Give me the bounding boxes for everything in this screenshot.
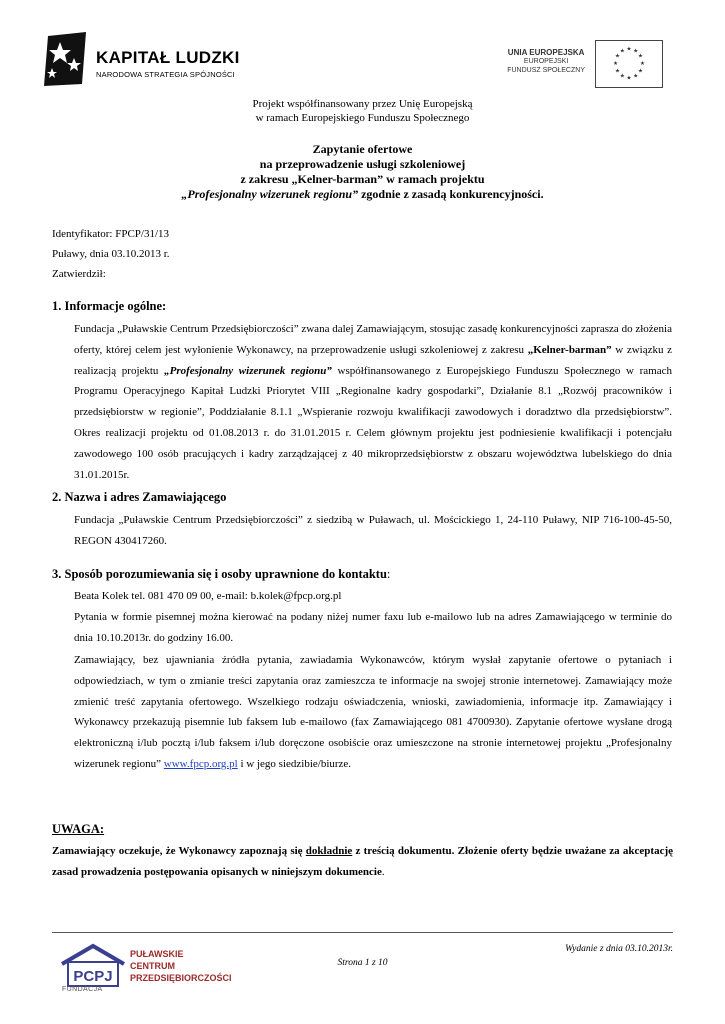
uwaga-text-2: z treścią dokumentu. Złożenie oferty będzie uważane za akceptację zasad prowadzenia postępowania opisanych w niniejszym dokumencie [52,845,673,878]
section-3-text-rest: i w jego siedzibie/biurze. [237,757,352,770]
section-3-heading-colon: : [386,567,391,581]
svg-text:★: ★ [619,48,625,55]
title-project-name: „Profesjonalny wizerunek regionu” [181,187,359,201]
eu-logo [488,38,663,94]
svg-text:★: ★ [637,68,644,75]
eu-flag-icon [595,40,663,88]
svg-text:★: ★ [633,73,639,80]
kapital-ludzki-subtitle: NARODOWA STRATEGIA SPÓJNOŚCI [96,70,235,79]
fpcp-logo [60,942,260,998]
identifier: Identyfikator: FPCP/31/13 [52,228,170,240]
footer-divider [52,932,673,933]
svg-text:★: ★ [626,75,632,82]
cofinancing-note [0,97,725,125]
uwaga-text-1: Zamawiający oczekuje, że Wykonawcy zapoznają się [52,845,306,857]
page-number: Strona 1 z 10 [337,958,388,968]
title-line-4 [0,187,725,202]
title-line-3: z zakresu „Kelner-barman” w ramach projektu [240,172,485,186]
svg-text:★: ★ [614,68,621,75]
fpcp-foundation-label: FUNDACJA [62,986,103,993]
section-3-heading-text: 3. Sposób porozumiewania się i osoby uprawnione do kontaktu [52,567,387,581]
section-1-heading: 1. Informacje ogólne: [52,299,167,313]
section-1-text-mid: w związku z realizacją projektu [74,343,672,377]
project-website-link[interactable]: www.fpcp.org.pl [163,757,238,770]
uwaga-text-end: . [381,866,385,878]
cofinancing-line-1: Projekt współfinansowany przez Unię Europejską [252,98,473,110]
fpcp-name-line-2: CENTRUM [130,961,175,971]
place-date: Puławy, dnia 03.10.2013 r. [52,248,170,260]
eu-line-2: EUROPEJSKI [523,58,569,65]
section-3-contact: Beata Kolek tel. 081 470 09 00, e-mail: b.kolek@fpcp.org.pl [74,590,342,602]
svg-text:★: ★ [639,60,645,67]
section-3-paragraph-2 [74,650,672,775]
kapital-ludzki-star-icon [38,28,90,88]
section-1-project-name: „Profesjonalny wizerunek regionu” [164,364,332,377]
section-3-paragraph-1: Pytania w formie pisemnej można kierować na podany niżej numer faxu lub e-mailowo lub na adres Zamawiającego w terminie do dnia 10.10.2013r. do godziny 16.00. [74,611,672,644]
section-3-heading [52,567,390,582]
svg-text:★: ★ [613,60,619,67]
section-1-course-name: „Kelner-barman” [527,343,612,356]
fpcp-name-line-3: PRZEDSIĘBIORCZOŚCI [130,973,232,983]
uwaga-text [52,841,673,883]
eu-text [507,48,585,75]
document-title [0,142,725,202]
section-2-paragraph: Fundacja „Puławskie Centrum Przedsiębiorczości” z siedzibą w Puławach, ul. Mościckiego 1, 24-110 Puławy, NIP 716-100-45-50, REGON 430417260. [74,514,672,547]
edition-date: Wydanie z dnia 03.10.2013r. [565,944,673,954]
section-1-text: Fundacja „Puławskie Centrum Przedsiębiorczości” zwana dalej Zamawiającym, stosując zasadę konkurencyjności zaprasza do złożenia oferty, której celem jest wyłonienie Wykonawcy, na przeprowadzenie usługi szkoleniowej z zakresu [74,323,672,356]
svg-text:★: ★ [633,48,639,55]
kapital-ludzki-logo [38,28,258,90]
uwaga-heading: UWAGA: [52,822,105,836]
eu-line-1: UNIA EUROPEJSKA [507,48,585,57]
fpcp-mark-text: PCPJ [73,968,113,985]
eu-line-3: FUNDUSZ SPOŁECZNY [507,67,585,74]
svg-text:★: ★ [619,73,625,80]
uwaga-underlined: dokładnie [305,845,353,857]
section-1-paragraph [74,319,672,485]
svg-text:★: ★ [637,53,644,60]
approved-by: Zatwierdził: [52,268,106,280]
svg-text:★: ★ [614,53,621,60]
cofinancing-line-2: w ramach Europejskiego Funduszu Społecznego [255,112,470,124]
section-3-text: Zamawiający, bez ujawniania źródła pytania, zawiadamia Wykonawców, którym wysłał zapytanie ofertowe o pytaniach i odpowiedziach, w tym o zmianie treści zapytania oraz zamieszcza te informacje na swojej stronie internetowej. Zamawiający może zmienić treść zapytania ofertowego. Wszelkiego rodzaju oświadczenia, wnioski, zawiadomienia, informacje itp. Zamawiający i Wykonawcy przekazują pisemnie lub faksem lub e-mailowo (fax Zamawiającego 081 4700930). Zapytanie ofertowe wysłane drogą elektroniczną i/lub pocztą i/lub faksem i/lub doręczone osobiście oraz umieszczone na stronie internetowej projektu „Profesjonalny wizerunek regionu” [74,654,672,770]
title-line-1: Zapytanie ofertowe [312,142,413,156]
section-1-text-rest: współfinansowanego z Europejskiego Funduszu Społecznego w ramach Programu Operacyjnego Kapitał Ludzki Priorytet VIII „Regionalne kadry gospodarki”, Działanie 8.1 „Rozwój pracowników i przedsiębiorstw w regionie”, Poddziałanie 8.1.1 „Wspieranie rozwoju kwalifikacji zawodowych i doradztwo dla przedsiębiorstw”. Okres realizacji projektu od 01.08.2013 r. do 31.01.2015 r. Celem głównym projektu jest podniesienie kwalifikacji i potencjału zawodowego 100 osób pracujących i kadry zarządzającej z 40 mikroprzedsiębiorstw z obszaru województwa lubelskiego do dnia 31.01.2015r. [74,364,672,481]
title-line-2: na przeprowadzenie usługi szkoleniowej [259,157,466,171]
svg-text:★: ★ [626,46,632,53]
fpcp-name-line-1: PUŁAWSKIE [130,949,184,959]
kapital-ludzki-title: KAPITAŁ LUDZKI [96,48,240,67]
section-2-heading: 2. Nazwa i adres Zamawiającego [52,490,227,504]
title-line-4-rest: zgodnie z zasadą konkurencyjności. [358,187,544,201]
